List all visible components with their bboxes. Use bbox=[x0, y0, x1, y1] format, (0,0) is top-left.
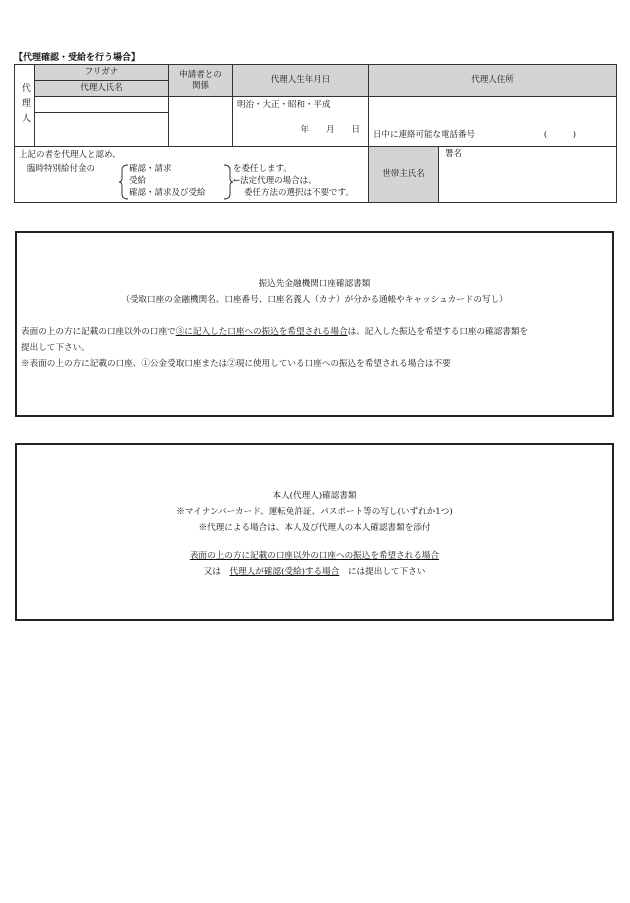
relation-header: 申請者との 関係 bbox=[169, 65, 233, 97]
id-docs-title: 本人(代理人)確認書類 bbox=[272, 491, 357, 501]
bank-docs-instruction: 表面の上の方に記載の口座以外の口座で③に記入した口座への振込を希望される場合は、記入した振込を希望する口座の確認書類を bbox=[21, 327, 529, 337]
consent-line2: 臨時特別給付金の bbox=[27, 164, 96, 174]
identity-docs-box bbox=[15, 443, 614, 621]
bank-account-docs-box bbox=[15, 231, 614, 417]
id-docs-condition-1: 表面の上の方に記載の口座以外の口座への振込を希望される場合 bbox=[189, 551, 440, 561]
option-confirm-claim[interactable]: 確認・請求 bbox=[129, 164, 172, 174]
name-header: 代理人氏名 bbox=[35, 81, 169, 97]
name-field[interactable] bbox=[35, 113, 169, 147]
consent-cell bbox=[15, 147, 369, 203]
id-docs-examples: ※マイナンバーカード、運転免許証、パスポート等の写し(いずれか1つ) bbox=[176, 507, 453, 517]
option-receive[interactable]: 受給 bbox=[129, 176, 147, 186]
proxy-side-label: 代理人 bbox=[15, 65, 35, 147]
dob-field[interactable] bbox=[233, 97, 369, 147]
right-brace-icon bbox=[223, 164, 233, 200]
era-options: 明治・大正・昭和・平成 bbox=[237, 100, 331, 110]
furigana-header: フリガナ bbox=[35, 65, 169, 81]
address-field[interactable] bbox=[369, 97, 617, 147]
proxy-table bbox=[14, 64, 617, 203]
relation-field[interactable] bbox=[169, 97, 233, 147]
bank-docs-instruction-cont: 提出して下さい。 bbox=[21, 343, 90, 353]
section-title: 【代理確認・受給を行う場合】 bbox=[14, 53, 141, 63]
bank-docs-subtitle: （受取口座の金融機関名、口座番号、口座名義人（カナ）が分かる通帳やキャッシュカードの写し） bbox=[121, 295, 508, 305]
bank-docs-title: 振込先金融機関口座確認書類 bbox=[258, 279, 371, 289]
householder-label: 世帯主氏名 bbox=[369, 147, 439, 203]
address-header: 代理人住所 bbox=[369, 65, 617, 97]
phone-paren: ( ) bbox=[543, 129, 577, 140]
signature-field[interactable] bbox=[439, 147, 617, 203]
id-docs-condition-2: 又は 代理人が確認(受給)する場合 には提出して下さい bbox=[203, 567, 426, 577]
id-docs-proxy-note: ※代理による場合は、本人及び代理人の本人確認書類を添付 bbox=[198, 523, 431, 533]
signature-label: 署名 bbox=[445, 149, 463, 159]
option-both[interactable]: 確認・請求及び受給 bbox=[129, 188, 206, 198]
furigana-field[interactable] bbox=[35, 97, 169, 113]
method-not-required-note: 委任方法の選択は不要です。 bbox=[244, 188, 354, 198]
left-brace-icon bbox=[119, 164, 129, 200]
bank-docs-note: ※表面の上の方に記載の口座、①公金受取口座または②現に使用している口座への振込を希望される場合は不要 bbox=[21, 359, 451, 369]
legal-proxy-note: ←法定代理の場合は、 bbox=[233, 176, 317, 186]
ymd-label: 年 月 日 bbox=[300, 125, 360, 135]
delegate-text: を委任します。 bbox=[233, 164, 292, 174]
phone-label: 日中に連絡可能な電話番号 bbox=[373, 129, 476, 140]
consent-line1: 上記の者を代理人と認め、 bbox=[19, 150, 121, 160]
dob-header: 代理人生年月日 bbox=[233, 65, 369, 97]
